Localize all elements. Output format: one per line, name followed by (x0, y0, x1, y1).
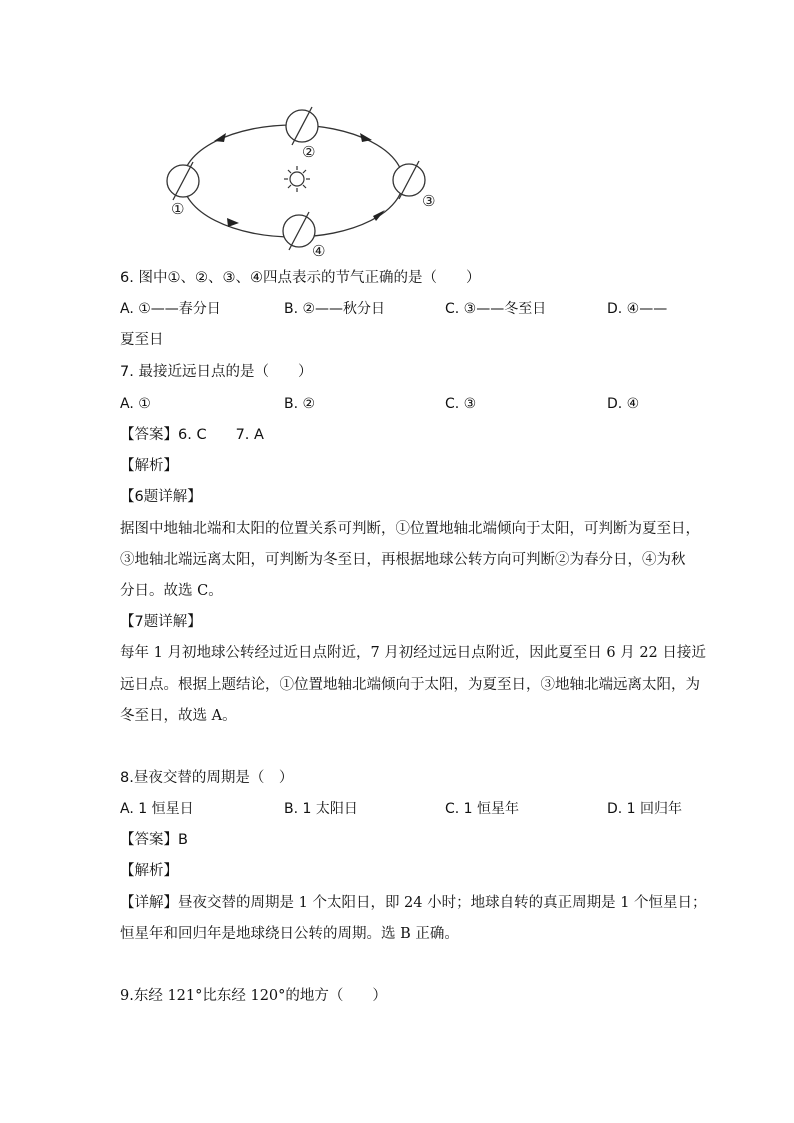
detail-7-line-2: 远日点。根据上题结论，①位置地轴北端倾向于太阳，为夏至日，③地轴北端远离太阳，为 (120, 677, 700, 693)
q7-option-b: B. ② (284, 396, 316, 412)
earth-position-4 (283, 212, 315, 250)
detail-8-line-2: 恒星年和回归年是地球绕日公转的周期。选 B 正确。 (120, 926, 459, 942)
label-3: ③ (422, 192, 436, 210)
detail-6-line-3: 分日。故选 C。 (120, 583, 223, 599)
q8-option-a: A. 1 恒星日 (120, 801, 194, 817)
detail-7-line-3: 冬至日，故选 A。 (120, 708, 237, 724)
q8-stem: 8.昼夜交替的周期是（ ） (120, 770, 294, 786)
q7-stem: 7. 最接近远日点的是（ ） (120, 364, 313, 380)
detail-7-heading: 【7题详解】 (120, 614, 202, 630)
orbit-arrow-bottom-left (227, 218, 239, 227)
answer-8: 【答案】B (120, 832, 188, 848)
detail-6-line-2: ③地轴北端远离太阳，可判断为冬至日，再根据地球公转方向可判断②为春分日，④为秋 (120, 552, 686, 568)
analysis-heading-2: 【解析】 (120, 863, 178, 879)
orbit-arrow-top-left (214, 133, 226, 142)
detail-6-heading: 【6题详解】 (120, 489, 202, 505)
analysis-heading-1: 【解析】 (120, 458, 178, 474)
answer-6-7: 【答案】6. C 7. A (120, 427, 264, 443)
detail-6-line-1: 据图中地轴北端和太阳的位置关系可判断，①位置地轴北端倾向于太阳，可判断为夏至日， (120, 521, 700, 537)
orbit-arrow-bottom-right (373, 210, 385, 221)
q6-option-b: B. ②——秋分日 (284, 301, 386, 317)
q9-stem: 9.东经 121°比东经 120°的地方（ ） (120, 988, 387, 1004)
earth-orbit-diagram (160, 98, 460, 268)
q6-option-d: D. ④—— (607, 301, 668, 317)
label-1: ① (171, 200, 185, 218)
q6-option-d-continued: 夏至日 (120, 332, 164, 348)
q7-option-a: A. ① (120, 396, 151, 412)
q6-stem: 6. 图中①、②、③、④四点表示的节气正确的是（ ） (120, 270, 481, 286)
detail-8-line-1: 【详解】昼夜交替的周期是 1 个太阳日，即 24 小时；地球自转的真正周期是 1 个恒星日； (120, 895, 707, 911)
earth-position-3 (393, 161, 425, 199)
sun-icon (284, 166, 310, 192)
q7-option-c: C. ③ (445, 396, 477, 412)
label-2: ② (302, 143, 316, 161)
q6-option-a: A. ①——春分日 (120, 301, 221, 317)
q7-option-d: D. ④ (607, 396, 640, 412)
label-4: ④ (312, 242, 326, 260)
q8-option-b: B. 1 太阳日 (284, 801, 358, 817)
detail-7-line-1: 每年 1 月初地球公转经过近日点附近，7 月初经过远日点附近，因此夏至日 6 月 22 日接近 (120, 645, 706, 661)
earth-position-1 (167, 162, 199, 200)
q6-option-c: C. ③——冬至日 (445, 301, 547, 317)
q8-option-c: C. 1 恒星年 (445, 801, 520, 817)
q8-option-d: D. 1 回归年 (607, 801, 683, 817)
earth-position-2 (286, 107, 318, 145)
